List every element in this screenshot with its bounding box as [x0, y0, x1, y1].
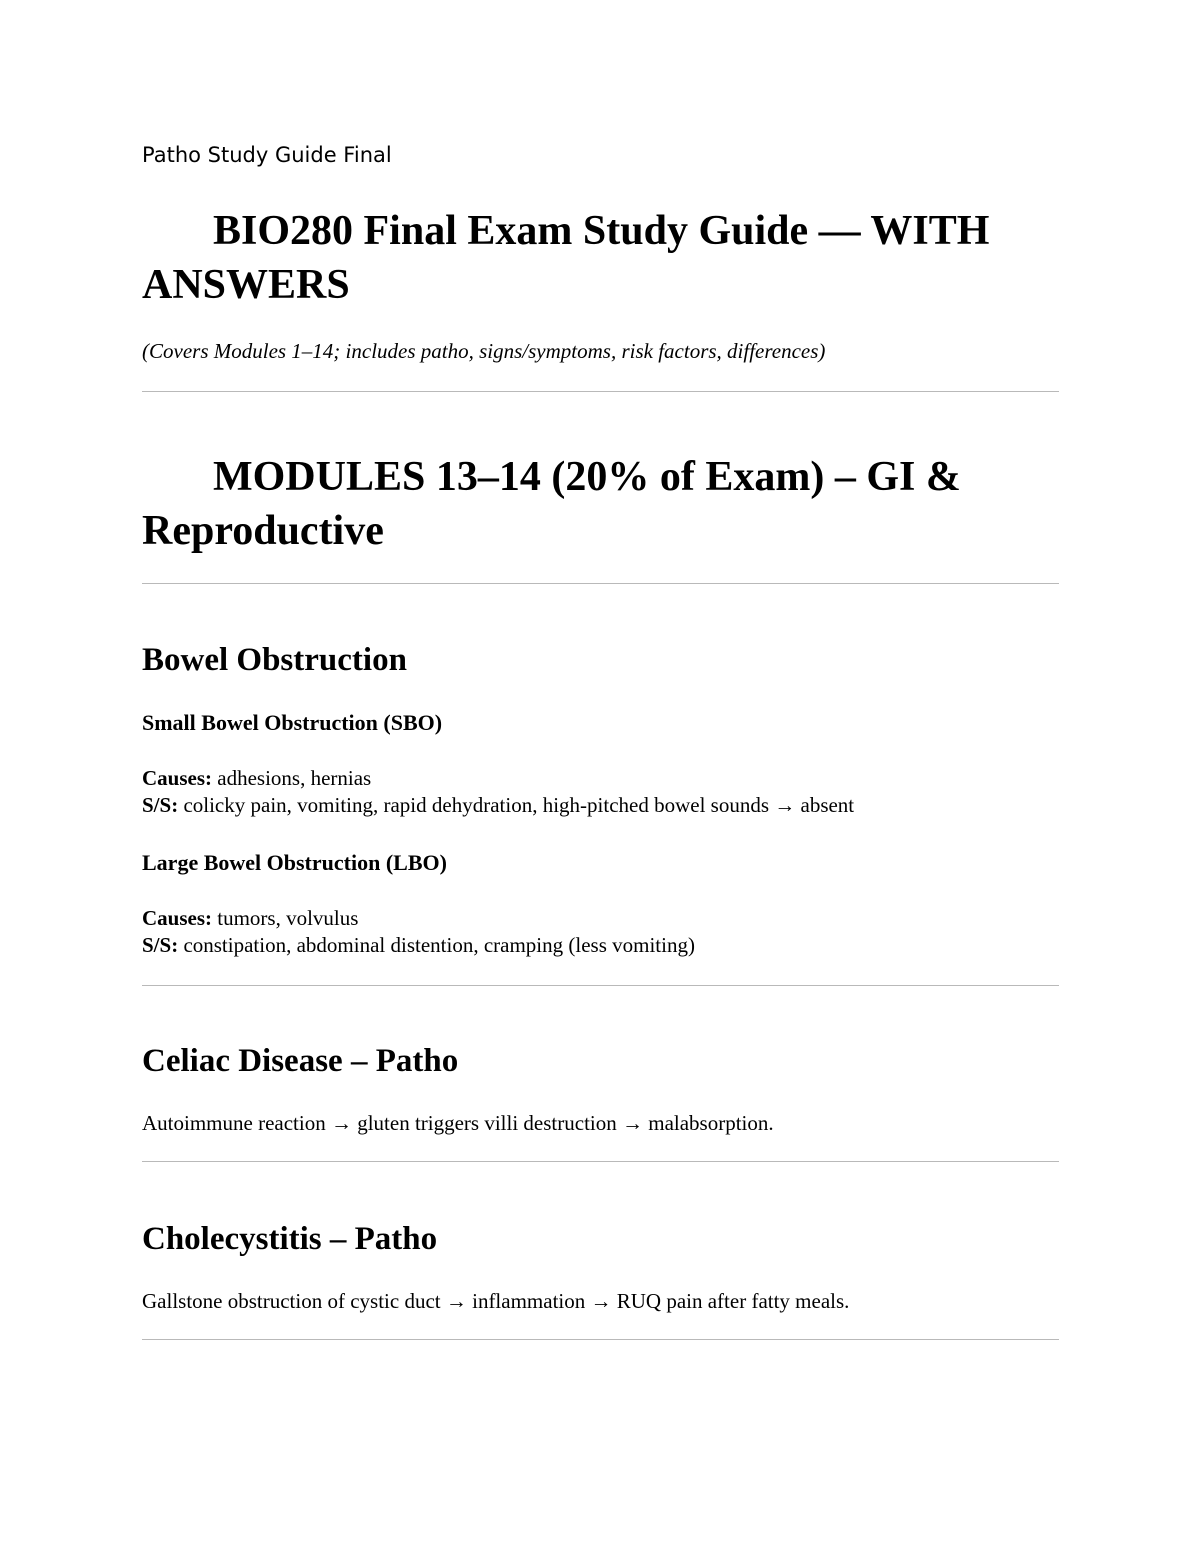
ss-label: S/S: [142, 933, 179, 957]
lbo-signs-line [142, 932, 695, 959]
celiac-heading: Celiac Disease – Patho [142, 1043, 459, 1079]
modules-heading: MODULES 13–14 (20% of Exam) – GI & Reproductive [142, 454, 961, 554]
section-divider [142, 985, 1059, 986]
bowel-obstruction-heading: Bowel Obstruction [142, 642, 407, 678]
sbo-signs-line [142, 792, 854, 819]
causes-label: Causes: [142, 766, 213, 790]
sbo-signs-text: colicky pain, vomiting, rapid dehydration, high-pitched bowel sounds → absent [183, 793, 855, 817]
lbo-causes-text: tumors, volvulus [217, 906, 359, 930]
causes-label: Causes: [142, 906, 213, 930]
section-divider [142, 583, 1059, 584]
document-header: Patho Study Guide Final [142, 143, 392, 167]
section-divider [142, 391, 1059, 392]
lbo-causes-line [142, 905, 358, 932]
cholecystitis-heading: Cholecystitis – Patho [142, 1221, 438, 1257]
sbo-causes-line [142, 765, 371, 792]
sbo-causes-text: adhesions, hernias [217, 766, 372, 790]
document-subtitle: (Covers Modules 1–14; includes patho, signs/symptoms, risk factors, differences) [142, 339, 826, 363]
section-divider [142, 1339, 1059, 1340]
sbo-heading: Small Bowel Obstruction (SBO) [142, 710, 443, 735]
lbo-heading: Large Bowel Obstruction (LBO) [142, 850, 447, 875]
document-title: BIO280 Final Exam Study Guide — WITH ANSWERS [142, 208, 990, 308]
lbo-signs-text: constipation, abdominal distention, cramping (less vomiting) [183, 933, 695, 957]
celiac-text: Autoimmune reaction → gluten triggers villi destruction → malabsorption. [142, 1111, 774, 1135]
section-divider [142, 1161, 1059, 1162]
ss-label: S/S: [142, 793, 179, 817]
cholecystitis-text: Gallstone obstruction of cystic duct → inflammation → RUQ pain after fatty meals. [142, 1289, 850, 1313]
